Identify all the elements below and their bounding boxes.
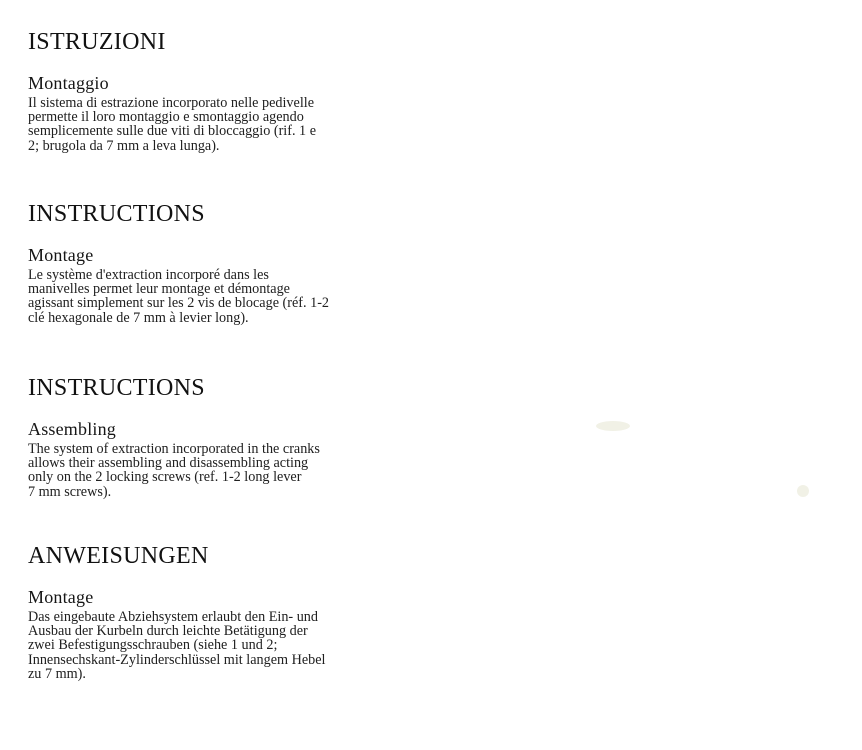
section-italian (28, 28, 448, 153)
text-line: Innensechskant-Zylinderschlüssel mit langem Hebel (28, 651, 326, 668)
paragraph-italian (28, 96, 448, 153)
section-french (28, 200, 448, 325)
text-line: Il sistema di estrazione incorporato nelle pedivelle (28, 95, 315, 111)
text-line: Das eingebaute Abziehsystem erlaubt den Ein- und (28, 609, 318, 625)
text-line: agissant simplement sur les 2 vis de blocage (réf. 1-2 (28, 295, 330, 312)
paragraph-german (28, 610, 448, 681)
text-line: clé hexagonale de 7 mm à levier long). (28, 309, 249, 326)
section-german (28, 542, 448, 681)
scan-artifact (596, 421, 630, 431)
text-line: Ausbau der Kurbeln durch leichte Betätigung der (28, 623, 308, 640)
subheading-french: Montage (28, 245, 94, 265)
text-line: zu 7 mm). (28, 665, 86, 682)
section-english (28, 374, 448, 499)
subheading-italian: Montaggio (28, 73, 109, 93)
section-title-english: INSTRUCTIONS (28, 375, 205, 401)
text-line: zwei Befestigungsschrauben (siehe 1 und 2; (28, 637, 278, 654)
scan-artifact (797, 485, 809, 497)
text-line: 2; brugola da 7 mm a leva lunga). (28, 137, 220, 154)
text-line: permette il loro montaggio e smontaggio agendo (28, 109, 304, 126)
text-line: semplicemente sulle due viti di bloccaggio (rif. 1 e (28, 123, 316, 140)
subheading-english: Assembling (28, 419, 117, 439)
text-line: allows their assembling and disassembling acting (28, 455, 309, 472)
section-title-italian: ISTRUZIONI (28, 29, 166, 55)
text-line: The system of extraction incorporated in the cranks (28, 441, 320, 457)
section-title-german: ANWEISUNGEN (28, 543, 209, 569)
text-line: Le système d'extraction incorporé dans les (28, 267, 269, 283)
text-line: manivelles permet leur montage et démontage (28, 281, 290, 298)
text-line: only on the 2 locking screws (ref. 1-2 long lever (28, 469, 302, 486)
section-title-french: INSTRUCTIONS (28, 201, 205, 227)
paragraph-french (28, 268, 448, 325)
subheading-german: Montage (28, 587, 94, 607)
text-line: 7 mm screws). (28, 483, 112, 500)
paragraph-english (28, 442, 448, 499)
